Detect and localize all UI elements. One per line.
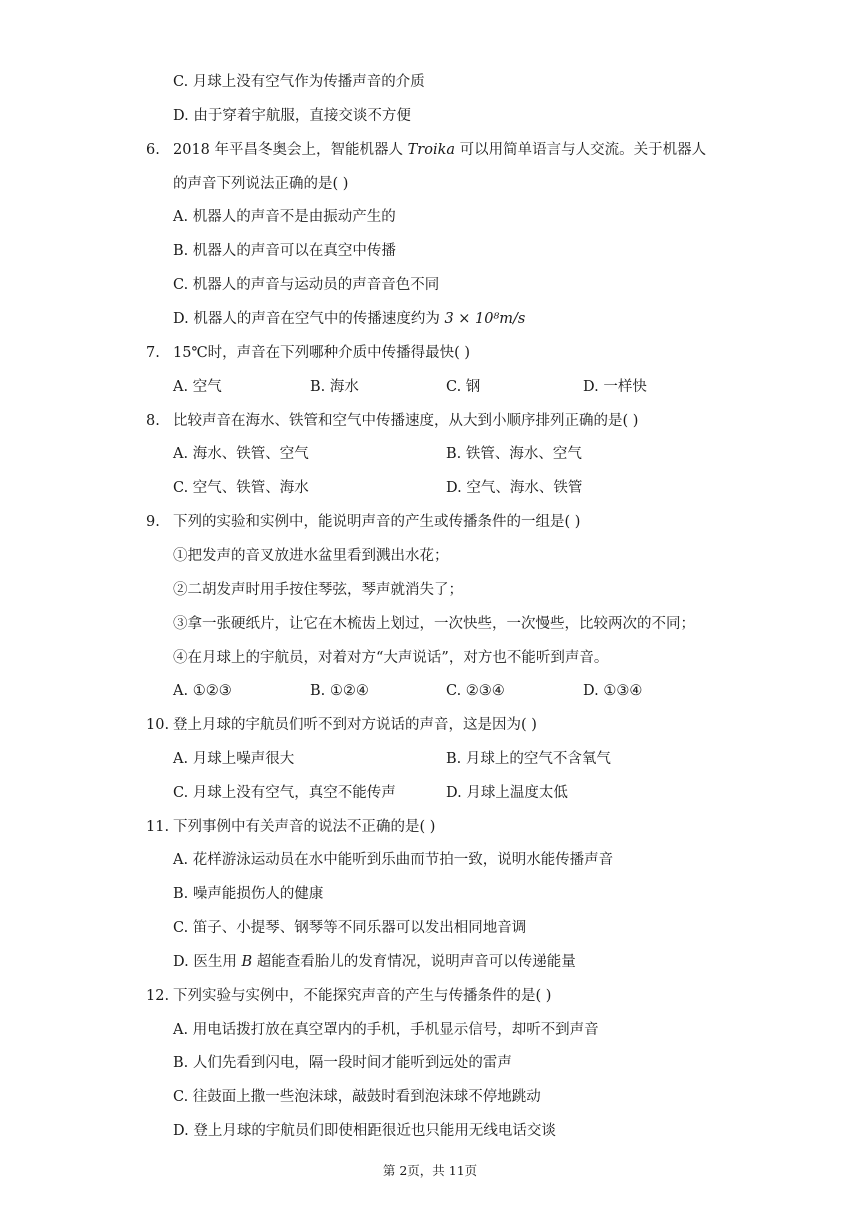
question-11-stem: 下列事例中有关声音的说法不正确的是( ): [173, 819, 436, 835]
option-10b: B. 月球上的空气不含氧气: [446, 751, 611, 767]
option-11d-text-a: D. 医生用: [173, 954, 242, 970]
option-8c: C. 空气、铁管、海水: [173, 480, 309, 496]
question-8-stem: 比较声音在海水、铁管和空气中传播速度，从大到小顺序排列正确的是( ): [173, 413, 639, 429]
q6-stem-text-a: 2018 年平昌冬奥会上，智能机器人: [173, 142, 408, 158]
option-12d: D. 登上月球的宇航员们即使相距很近也只能用无线电话交谈: [173, 1123, 556, 1139]
option-6c: C. 机器人的声音与运动员的声音音色不同: [173, 277, 440, 293]
speed-formula: 3 × 10⁸m/s: [444, 311, 526, 327]
option-8a: A. 海水、铁管、空气: [173, 446, 309, 462]
page-footer: 第 2页，共 11页: [382, 1163, 478, 1178]
option-11c: C. 笛子、小提琴、钢琴等不同乐器可以发出相同地音调: [173, 920, 527, 936]
question-number-10: 10.: [146, 717, 170, 733]
option-7d: D. 一样快: [583, 379, 647, 395]
option-6d: [173, 309, 525, 329]
option-7c: C. 钢: [446, 379, 481, 395]
question-9-statement-4: ④在月球上的宇航员，对着对方“大声说话”，对方也不能听到声音。: [173, 650, 609, 666]
option-6d-text: D. 机器人的声音在空气中的传播速度约为: [173, 311, 445, 327]
b-ultrasound-letter: B: [241, 954, 253, 970]
option-11a: A. 花样游泳运动员在水中能听到乐曲而节拍一致，说明水能传播声音: [173, 852, 614, 868]
option-12b: B. 人们先看到闪电，隔一段时间才能听到远处的雷声: [173, 1055, 512, 1071]
option-10d: D. 月球上温度太低: [446, 785, 568, 801]
option-12a: A. 用电话拨打放在真空罩内的手机，手机显示信号，却听不到声音: [173, 1022, 599, 1038]
option-10c: C. 月球上没有空气，真空不能传声: [173, 785, 396, 801]
question-number-8: 8.: [146, 413, 160, 429]
option-10a: A. 月球上噪声很大: [173, 751, 295, 767]
option-9d: D. ①③④: [583, 683, 643, 699]
option-11b: B. 噪声能损伤人的健康: [173, 886, 324, 902]
option-7a: A. 空气: [173, 379, 222, 395]
question-number-9: 9.: [146, 514, 160, 530]
option-8d: D. 空气、海水、铁管: [446, 480, 583, 496]
question-9-statement-3: ③拿一张硬纸片，让它在木梳齿上划过，一次快些，一次慢些，比较两次的不同；: [173, 616, 695, 632]
q6-stem-text-b: 可以用简单语言与人交流。关于机器人: [455, 142, 707, 158]
option-12c: C. 往鼓面上撒一些泡沫球，敲鼓时看到泡沫球不停地跳动: [173, 1089, 541, 1105]
option-11d-text-b: 超能查看胎儿的发育情况，说明声音可以传递能量: [252, 954, 576, 970]
option-5d: D. 由于穿着宇航服，直接交谈不方便: [173, 108, 411, 124]
option-9c: C. ②③④: [446, 683, 505, 699]
option-11d: [173, 952, 576, 972]
question-number-6: 6.: [146, 142, 160, 158]
option-5c: C. 月球上没有空气作为传播声音的介质: [173, 74, 425, 90]
option-9a: A. ①②③: [173, 683, 232, 699]
question-6-stem-line1: [173, 140, 706, 160]
question-12-stem: 下列实验与实例中，不能探究声音的产生与传播条件的是( ): [173, 988, 552, 1004]
option-9b: B. ①②④: [310, 683, 369, 699]
question-7-stem: 15℃时，声音在下列哪种介质中传播得最快( ): [173, 345, 471, 361]
robot-name: Troika: [407, 142, 456, 158]
question-6-stem-line2: 的声音下列说法正确的是( ): [173, 176, 349, 192]
question-9-statement-1: ①把发声的音叉放进水盆里看到溅出水花；: [173, 548, 449, 564]
option-8b: B. 铁管、海水、空气: [446, 446, 582, 462]
option-7b: B. 海水: [310, 379, 359, 395]
question-10-stem: 登上月球的宇航员们听不到对方说话的声音，这是因为( ): [173, 717, 537, 733]
option-6a: A. 机器人的声音不是由振动产生的: [173, 209, 396, 225]
question-number-7: 7.: [146, 345, 160, 361]
question-9-stem: 下列的实验和实例中，能说明声音的产生或传播条件的一组是( ): [173, 514, 581, 530]
option-6b: B. 机器人的声音可以在真空中传播: [173, 243, 396, 259]
question-number-12: 12.: [146, 988, 170, 1004]
question-number-11: 11.: [146, 819, 170, 835]
question-9-statement-2: ②二胡发声时用手按住琴弦，琴声就消失了；: [173, 582, 463, 598]
